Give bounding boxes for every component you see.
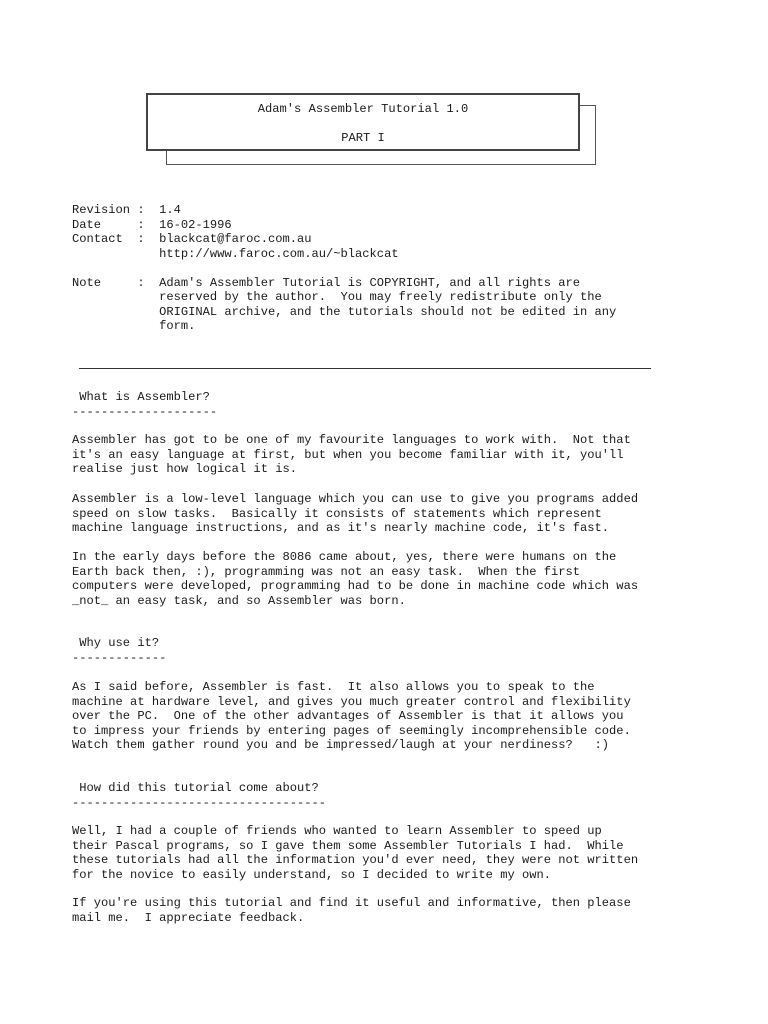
section-heading-why-use-it: Why use it? -------------: [72, 636, 167, 665]
document-meta: Revision : 1.4 Date : 16-02-1996 Contact : blackcat@faroc.com.au http://www.faroc.com.au/~blackcat Note : Adam's Assembler Tutorial is COPYRIGHT, and all rights are reserved by the author. You may freely redistribute only the ORIGINAL archive, and the tutorials should not be edited in any form.: [72, 203, 617, 333]
document-title: Adam's Assembler Tutorial 1.0: [257, 102, 469, 116]
paragraph: Assembler is a low-level language which you can use to give you programs added speed on slow tasks. Basically it consists of statements which represent machine language instructions, and as it's nearly machine code, it's fast.: [72, 492, 639, 535]
paragraph: Well, I had a couple of friends who wanted to learn Assembler to speed up their Pascal programs, so I gave them some Assembler Tutorials I had. While these tutorials had all the information you'd ever need, they were not written for the novice to easily understand, so I decided to write my own.: [72, 824, 639, 882]
paragraph: Assembler has got to be one of my favourite languages to work with. Not that it's an easy language at first, but when you become familiar with it, you'll realise just how logical it is.: [72, 433, 631, 476]
paragraph: As I said before, Assembler is fast. It also allows you to speak to the machine at hardware level, and gives you much greater control and flexibility over the PC. One of the other advantages of Assembler is that it allows you to impress your friends by entering pages of seemingly incomprehensible code. Watch them gather round you and be impressed/laugh at your nerdiness? :): [72, 680, 631, 752]
paragraph: If you're using this tutorial and find it useful and informative, then please mail me. I appreciate feedback.: [72, 896, 631, 925]
section-heading-what-is-assembler: What is Assembler? --------------------: [72, 390, 218, 419]
document-part: PART I: [341, 131, 385, 145]
section-divider: [79, 368, 651, 369]
paragraph: In the early days before the 8086 came about, yes, there were humans on the Earth back then, :), programming was not an easy task. When the first computers were developed, programming had to be done in machine code which was _not_ an easy task, and so Assembler was born.: [72, 550, 639, 608]
section-heading-how-did-tutorial-come-about: How did this tutorial come about? -----------------------------------: [72, 781, 327, 810]
